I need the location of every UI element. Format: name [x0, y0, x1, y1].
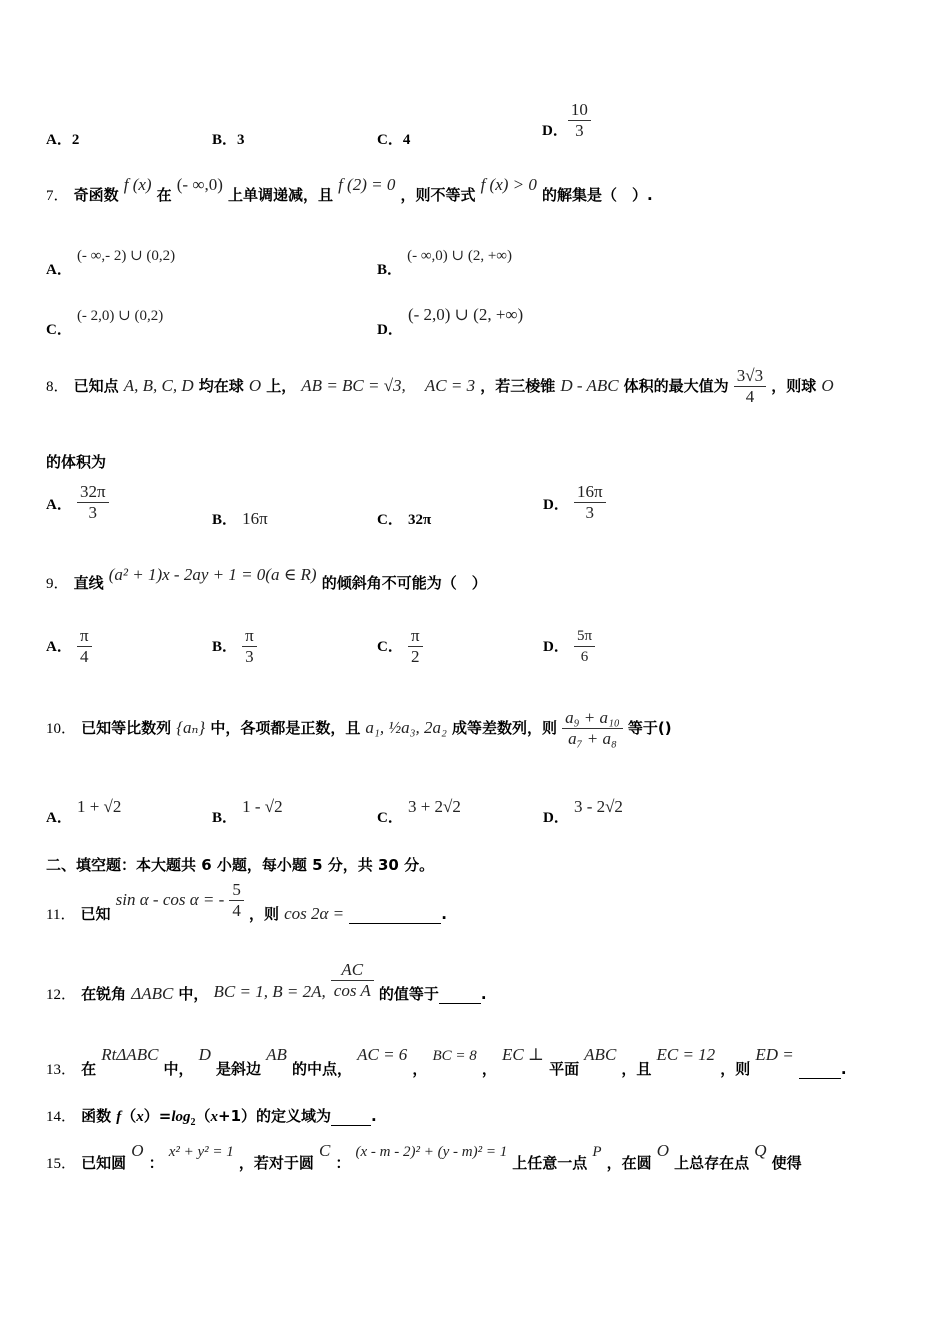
option-label: A．: [46, 132, 72, 148]
answer-blank[interactable]: [799, 1059, 841, 1079]
fraction: $\frac{\pi}{4}$: [77, 626, 92, 667]
max-volume-fraction: $\frac{3√3}{4}$: [734, 366, 766, 407]
option-value: 4: [402, 132, 411, 148]
q7-option-a: A． (- ∞,- 2) ∪ (0,2): [46, 248, 176, 278]
q13-stem: 13． 在 RtΔABC 中， D 是斜边 AB 的中点， AC = 6 ， BC = 8 ， EC ⊥ 平面 ABC ，且 EC = 12 ，则 ED = .: [46, 1045, 847, 1078]
q9-option-d: D． $\frac{5\pi}{6}$: [543, 626, 595, 667]
answer-blank[interactable]: [331, 1106, 371, 1126]
ratio-fraction: $\frac{\text{a₉ + a₁₀}}{\text{a₇ + a₈}}$: [562, 708, 623, 749]
q8-option-a: A． $\frac{32\pi}{3}$: [46, 482, 109, 523]
question-number: 15．: [46, 1156, 77, 1172]
q14-stem: 14． 函数 $f(x)=\log_2(x+1)$的定义域为 .: [46, 1107, 377, 1128]
q9-option-c: C． $\frac{\pi}{2}$: [377, 626, 423, 667]
q6-options: [46, 100, 646, 152]
q9-option-a: A． $\frac{\pi}{4}$: [46, 626, 92, 667]
q10-option-b: B． 1 - √2: [212, 797, 283, 826]
q10-option-d: D． 3 - 2√2: [543, 797, 623, 826]
q9-stem: 9． 直线 (a² + 1)x - 2ay + 1 = 0(a ∈ R) 的倾斜角不可能为（ ）: [46, 565, 487, 592]
q12-stem: 12． 在锐角 ΔABC 中， BC = 1, B = 2A, $\frac{AC}{\text{cos A}}$ 的值等于 .: [46, 960, 487, 1003]
q10-option-a: A． 1 + √2: [46, 797, 122, 826]
question-number: 9．: [46, 576, 69, 592]
fraction: $\frac{32\pi}{3}$: [77, 482, 109, 523]
option-value: 3: [237, 132, 245, 148]
q7-option-b: B． (- ∞,0) ∪ (2, +∞): [377, 248, 512, 278]
question-number: 8．: [46, 379, 69, 395]
option-label: B．: [212, 132, 238, 148]
fraction: $\frac{\pi}{3}$: [242, 626, 257, 667]
q9-option-b: B． $\frac{\pi}{3}$: [212, 626, 257, 667]
q11-stem: 11． 已知 sin α - cos α = - $\frac{5}{4}$ ，则 cos 2α = .: [46, 880, 447, 923]
fraction: $\frac{5\pi}{6}$: [574, 626, 595, 667]
q8-option-b: B． 16π: [212, 509, 268, 528]
question-number: 12．: [46, 987, 77, 1003]
q8-stem: 8． 已知点 A, B, C, D 均在球 O 上， AB = BC = √3, AC = 3 ，若三棱锥 D - ABC 体积的最大值为 $\frac{3√3}{4}$ ，则球 O: [46, 366, 834, 406]
option-label: C．: [377, 132, 403, 148]
fraction: $\frac{10}{3}$: [568, 100, 591, 141]
question-number: 7．: [46, 188, 69, 204]
q6-option-b: [212, 128, 245, 149]
fraction: $\frac{\pi}{2}$: [408, 626, 423, 667]
q7-option-d: D． (- 2,0) ∪ (2, +∞): [377, 305, 524, 338]
q10-stem: 10． 已知等比数列 {aₙ} 中，各项都是正数，且 a₁, ½a₃, 2a₂ 成等差数列，则 $\frac{\text{a₉ + a₁₀}}{\text{a₇ + a₈}}$ 等于(): [46, 708, 672, 748]
fraction: $\frac{5}{4}$: [229, 880, 244, 921]
question-number: 14．: [46, 1109, 77, 1125]
fraction: $\frac{AC}{\text{cos A}}$: [331, 960, 374, 1001]
answer-blank[interactable]: [349, 904, 441, 924]
q6-option-c: [377, 128, 410, 149]
question-number: 10．: [46, 721, 77, 737]
q10-option-c: C． 3 + 2√2: [377, 797, 461, 826]
q7-option-c: C． (- 2,0) ∪ (0,2): [46, 308, 164, 338]
q8-stem-line2: 的体积为: [46, 453, 107, 471]
question-number: 11．: [46, 907, 76, 923]
q6-option-a: [46, 128, 79, 149]
answer-blank[interactable]: [439, 984, 481, 1004]
q8-option-d: D． $\frac{16\pi}{3}$: [543, 482, 606, 523]
section-heading: 二、填空题：本大题共 6 小题，每小题 5 分，共 30 分。: [46, 856, 435, 874]
fraction: $\frac{16\pi}{3}$: [574, 482, 606, 523]
option-label: D．: [542, 123, 568, 139]
option-value: 2: [71, 132, 80, 148]
q15-stem: 15． 已知圆 O ： x² + y² = 1 ，若对于圆 C ： (x - m - 2)² + (y - m)² = 1 上任意一点 P ，在圆 O 上总存在点 Q 使得: [46, 1141, 802, 1172]
question-number: 13．: [46, 1062, 77, 1078]
q8-option-c: C． 32π: [377, 512, 432, 528]
q6-option-d: [542, 100, 591, 141]
q7-stem: 7． 奇函数 f (x) 在 (- ∞,0) 上单调递减，且 f (2) = 0 ，则不等式 f (x) > 0 的解集是（ ）.: [46, 175, 653, 204]
